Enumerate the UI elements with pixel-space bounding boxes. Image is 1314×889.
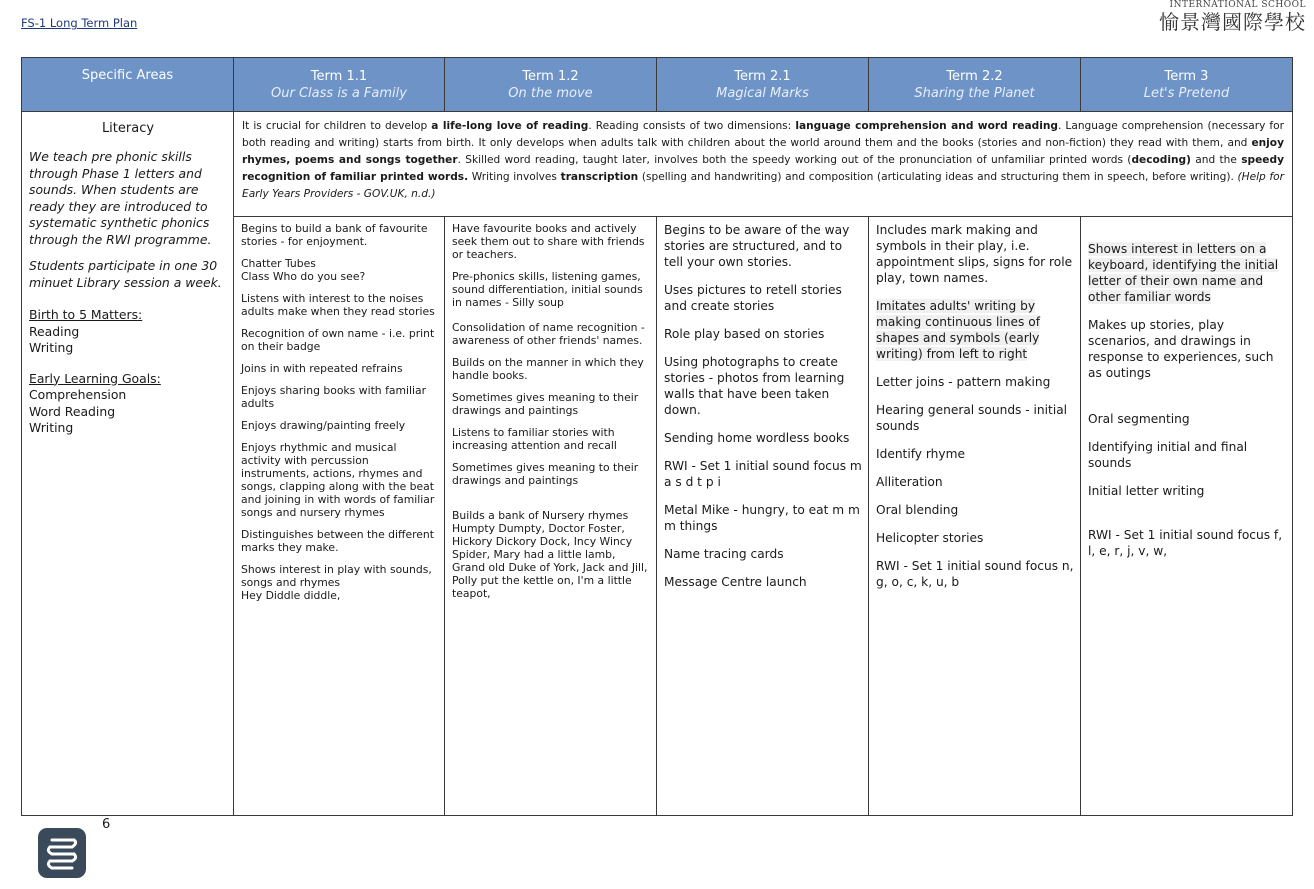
list-item: Enjoys drawing/painting freely bbox=[241, 419, 406, 432]
list-item: Pre-phonics skills, listening games, sound differentiation, initial sounds in names - Silly soup bbox=[452, 270, 643, 309]
elg-item-writing: Writing bbox=[29, 420, 74, 435]
list-item: Distinguishes between the different marks they make. bbox=[241, 528, 435, 554]
elg-item-comprehension: Comprehension bbox=[29, 387, 127, 402]
list-item: Oral segmenting bbox=[1088, 412, 1190, 426]
early-learning-goals-link[interactable]: Early Learning Goals: bbox=[29, 370, 161, 386]
term-2-1-cell bbox=[657, 217, 869, 816]
list-item: Consolidation of name recognition - awareness of other friends' names. bbox=[452, 321, 645, 347]
list-item: Chatter Tubes bbox=[241, 257, 316, 270]
list-item: Have favourite books and actively seek them out to share with friends or teachers. bbox=[452, 222, 645, 261]
term-1-2-cell bbox=[445, 217, 657, 816]
area-title: Literacy bbox=[101, 121, 155, 136]
list-item: Oral blending bbox=[876, 503, 959, 517]
list-item: RWI - Set 1 initial sound focus f, l, e, r, j, v, w, bbox=[1088, 528, 1283, 558]
header-term-2-1: Term 2.1 Magical Marks bbox=[657, 58, 869, 112]
list-item: Humpty Dumpty, Doctor Foster, Hickory Dickory Dock, Incy Wincy Spider, Mary had a little lamb, Grand old Duke of York, Jack and Jill, Polly put the kettle on, I'm a little teapot, bbox=[452, 522, 648, 600]
elg-item-word-reading: Word Reading bbox=[29, 403, 116, 419]
school-logo-icon bbox=[38, 828, 86, 878]
list-item: Identify rhyme bbox=[876, 447, 965, 461]
intro-row bbox=[22, 112, 1293, 217]
list-item: Hey Diddle diddle, bbox=[241, 589, 341, 602]
list-item: Listens to familiar stories with increasing attention and recall bbox=[452, 426, 617, 452]
long-term-plan-table bbox=[21, 57, 1293, 816]
page-number: 6 bbox=[102, 817, 111, 832]
specific-area-cell bbox=[22, 112, 234, 816]
list-item: Makes up stories, play scenarios, and drawings in response to experiences, such as outings bbox=[1088, 318, 1274, 380]
header-term-1-2: Term 1.2 On the move bbox=[445, 58, 657, 112]
list-item: Letter joins - pattern making bbox=[876, 375, 1051, 389]
list-item: Helicopter stories bbox=[876, 531, 984, 545]
term-1-1-cell bbox=[234, 217, 445, 816]
school-logo bbox=[1159, 0, 1306, 34]
list-item: Joins in with repeated refrains bbox=[241, 362, 403, 375]
list-item: Enjoys rhythmic and musical activity with percussion instruments, actions, rhymes and songs, clapping along with the beat and joining in with words of familiar songs and nursery rhymes bbox=[241, 441, 435, 519]
list-item: Identifying initial and final sounds bbox=[1088, 440, 1248, 470]
list-item: Class Who do you see? bbox=[241, 270, 366, 283]
list-item: Listens with interest to the noises adults make when they read stories bbox=[241, 292, 435, 318]
reading-intro-text: It is crucial for children to develop a life-long love of reading. Reading consists of two dimensions: language comprehension and word reading. Language comprehension (necessary for both reading and writing) starts from birth. It only develops when adults talk with children about the world around them and the books (stories and non-fiction) they read with them, and enjoy rhymes, poems and songs together. Skilled word reading, taught later, involves both the speedy working out of the pronunciation of unfamiliar printed words (decoding) and the speedy recognition of familiar printed words. Writing involves transcription (spelling and handwriting) and composition (articulating ideas and structuring them in speech, before writing). (Help for Early Years Providers - GOV.UK, n.d.) bbox=[234, 112, 1293, 217]
list-item: Hearing general sounds - initial sounds bbox=[876, 403, 1068, 433]
list-item: RWI - Set 1 initial sound focus m a s d t p i bbox=[664, 459, 862, 489]
school-name-english: INTERNATIONAL SCHOOL bbox=[1169, 0, 1306, 10]
table-header-row bbox=[22, 58, 1293, 112]
list-item: Role play based on stories bbox=[664, 327, 825, 341]
list-item: Builds a bank of Nursery rhymes bbox=[452, 509, 629, 522]
list-item: Begins to be aware of the way stories are structured, and to tell your own stories. bbox=[664, 223, 850, 269]
list-item: Message Centre launch bbox=[664, 575, 807, 589]
logo-s-icon bbox=[38, 828, 86, 878]
birth-to-5-matters-link[interactable]: Birth to 5 Matters: bbox=[29, 307, 143, 322]
list-item: Shows interest in letters on a keyboard, identifying the initial letter of their own name and other familiar words bbox=[1088, 242, 1279, 304]
document-title: FS-1 Long Term Plan bbox=[21, 16, 138, 30]
list-item: Begins to build a bank of favourite stories - for enjoyment. bbox=[241, 222, 428, 248]
area-description: We teach pre phonic skills through Phase 1 letters and sounds. When students are ready they are introduced to systematic synthetic phonics through the RWI programme. bbox=[29, 149, 212, 247]
school-name-chinese: 愉景灣國際學校 bbox=[1159, 10, 1306, 34]
list-item: Shows interest in play with sounds, songs and rhymes bbox=[241, 563, 432, 589]
library-session-text: Students participate in one 30 minuet Library session a week. bbox=[29, 258, 222, 290]
list-item: Uses pictures to retell stories and create stories bbox=[664, 283, 842, 313]
birth-item-reading: Reading bbox=[29, 323, 80, 339]
list-item: RWI - Set 1 initial sound focus n, g, o, c, k, u, b bbox=[876, 559, 1074, 589]
term-3-cell bbox=[1081, 217, 1293, 816]
header-term-2-2: Term 2.2 Sharing the Planet bbox=[869, 58, 1081, 112]
term-2-2-cell bbox=[869, 217, 1081, 816]
list-item: Enjoys sharing books with familiar adults bbox=[241, 384, 427, 410]
list-item: Initial letter writing bbox=[1088, 484, 1205, 498]
birth-item-writing: Writing bbox=[29, 340, 74, 355]
list-item: Using photographs to create stories - photos from learning walls that have been taken down. bbox=[664, 355, 845, 417]
list-item: Imitates adults' writing by making continuous lines of shapes and symbols (early writing) from left to right bbox=[876, 299, 1040, 361]
list-item: Includes mark making and symbols in their play, i.e. appointment slips, signs for role play, town names. bbox=[876, 223, 1073, 285]
list-item: Recognition of own name - i.e. print on their badge bbox=[241, 327, 435, 353]
list-item: Name tracing cards bbox=[664, 547, 784, 561]
list-item: Builds on the manner in which they handle books. bbox=[452, 356, 644, 382]
citation: (Help for Early Years Providers - GOV.UK, n.d.) bbox=[242, 171, 1284, 200]
list-item: Sometimes gives meaning to their drawings and paintings bbox=[452, 391, 639, 417]
list-item: Alliteration bbox=[876, 475, 943, 489]
header-specific-areas: Specific Areas bbox=[22, 58, 234, 112]
list-item: Sending home wordless books bbox=[664, 431, 850, 445]
header-term-3: Term 3 Let's Pretend bbox=[1081, 58, 1293, 112]
list-item: Sometimes gives meaning to their drawings and paintings bbox=[452, 461, 639, 487]
list-item: Metal Mike - hungry, to eat m m m things bbox=[664, 503, 860, 533]
header-term-1-1: Term 1.1 Our Class is a Family bbox=[234, 58, 445, 112]
